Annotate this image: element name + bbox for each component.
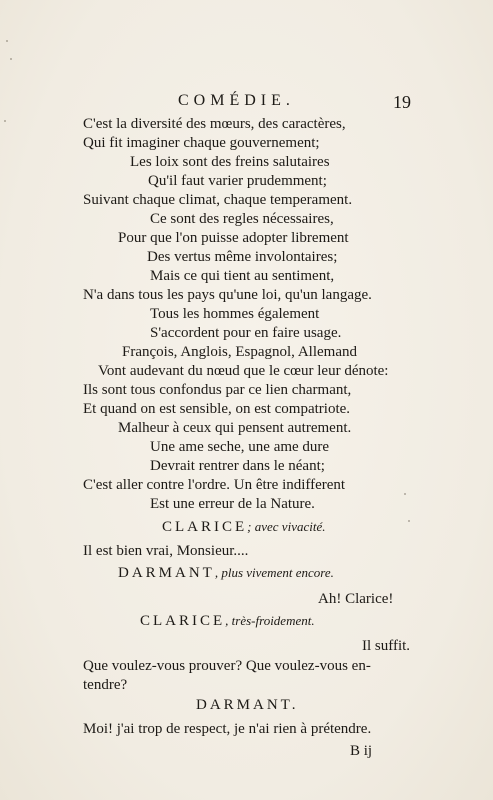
speaker-name: DARMANT [118, 565, 215, 581]
stage-direction: , plus vivement encore. [214, 565, 334, 580]
speaker-name: CLARICE [162, 519, 248, 535]
verse-line: N'a dans tous les pays qu'une loi, qu'un langage. [83, 287, 372, 303]
speaker-heading [140, 613, 315, 630]
verse-line: Une ame seche, une ame dure [150, 439, 330, 455]
speaker-heading [196, 697, 298, 714]
verse-line: Qu'il faut varier prudemment; [148, 173, 327, 189]
speaker-name: DARMANT. [196, 697, 299, 713]
print-speckle [10, 58, 12, 60]
verse-line: Et quand on est sensible, on est compatriote. [83, 401, 351, 417]
dialogue-line: Moi! j'ai trop de respect, je n'ai rien à prétendre. [83, 721, 372, 737]
verse-line: Ce sont des regles nécessaires, [150, 211, 334, 227]
verse-line: Suivant chaque climat, chaque temperament. [83, 192, 353, 208]
running-head: COMÉDIE. [178, 92, 295, 109]
verse-line: Des vertus même involontaires; [147, 249, 338, 265]
speaker-name: CLARICE [140, 613, 226, 629]
verse-line: François, Anglois, Espagnol, Allemand [122, 344, 357, 360]
dialogue-line: tendre? [83, 677, 128, 693]
verse-line: Qui fit imaginer chaque gouvernement; [83, 135, 320, 151]
print-speckle [6, 40, 8, 42]
dialogue-line: Il suffit. [362, 638, 411, 654]
print-speckle [408, 520, 410, 522]
verse-line: Devrait rentrer dans le néant; [150, 458, 325, 474]
print-speckle [404, 493, 406, 495]
stage-direction: ; avec vivacité. [247, 519, 326, 534]
dialogue-line: Il est bien vrai, Monsieur.... [83, 543, 249, 559]
page-number: 19 [393, 92, 411, 112]
dialogue-line: Que voulez-vous prouver? Que voulez-vous en- [83, 658, 371, 674]
verse-line: Ils sont tous confondus par ce lien charmant, [83, 382, 352, 398]
verse-line: Malheur à ceux qui pensent autrement. [118, 420, 352, 436]
speaker-heading [162, 519, 325, 536]
verse-line: Pour que l'on puisse adopter librement [118, 230, 349, 246]
verse-line: Tous les hommes également [150, 306, 320, 322]
speaker-heading [118, 565, 334, 582]
stage-direction: , très-froidement. [225, 613, 315, 628]
verse-line: Vont audevant du nœud que le cœur leur dénote: [98, 363, 389, 379]
verse-line: C'est aller contre l'ordre. Un être indifferent [83, 477, 346, 493]
verse-line: Les loix sont des freins salutaires [130, 154, 330, 170]
dialogue-line: Ah! Clarice! [318, 591, 394, 607]
verse-line: Est une erreur de la Nature. [150, 496, 315, 512]
verse-line: C'est la diversité des mœurs, des caractères, [83, 116, 346, 132]
verse-line: Mais ce qui tient au sentiment, [150, 268, 335, 284]
print-speckle [4, 120, 6, 122]
verse-line: S'accordent pour en faire usage. [150, 325, 342, 341]
signature-mark: B ij [350, 743, 373, 759]
